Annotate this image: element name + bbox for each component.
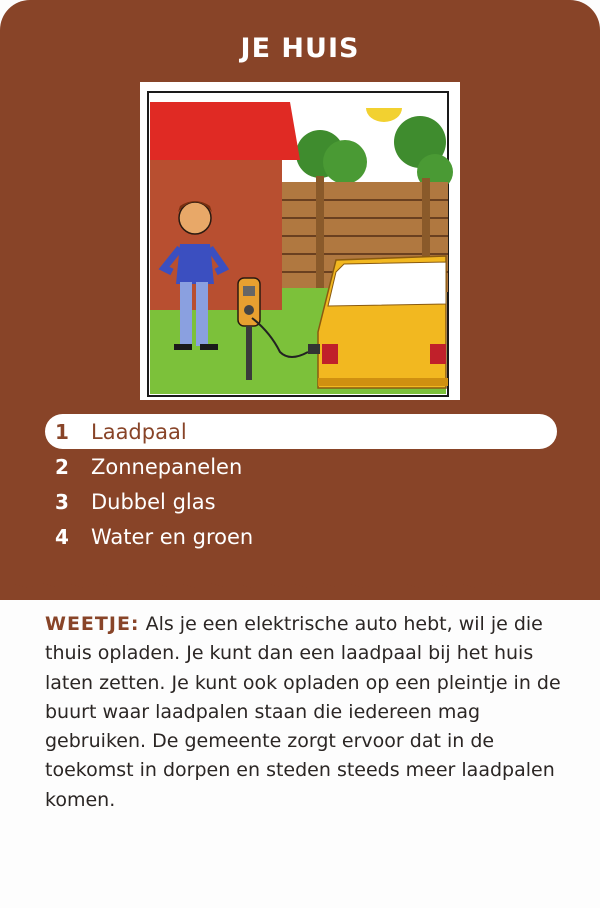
item-label: Laadpaal [91, 419, 187, 444]
house-icon [150, 102, 300, 310]
item-label: Dubbel glas [91, 489, 216, 514]
info-heading: WEETJE: [45, 613, 140, 635]
item-number: 3 [55, 489, 69, 514]
item-number: 2 [55, 454, 69, 479]
item-number: 4 [55, 524, 69, 549]
house-charging-illustration [140, 82, 460, 400]
item-label: Water en groen [91, 524, 254, 549]
list-item[interactable] [45, 484, 557, 519]
info-body: Als je een elektrische auto hebt, wil je die thuis opladen. Je kunt dan een laadpaal bij het huis laten zetten. Je kunt ook opladen op een pleintje in de buurt waar laadpalen staan die iedereen mag gebruiken. De gemeente zorgt ervoor dat in de toekomst in dorpen en steden steeds meer laadpalen komen. [45, 613, 561, 811]
item-number: 1 [55, 419, 69, 444]
info-text [45, 610, 565, 815]
torn-edge-divider [0, 565, 600, 605]
list-item[interactable] [45, 519, 557, 554]
feature-list [45, 414, 557, 554]
list-item[interactable] [45, 414, 557, 449]
card-title: JE HUIS [240, 33, 360, 64]
list-item[interactable] [45, 449, 557, 484]
item-label: Zonnepanelen [91, 454, 243, 479]
